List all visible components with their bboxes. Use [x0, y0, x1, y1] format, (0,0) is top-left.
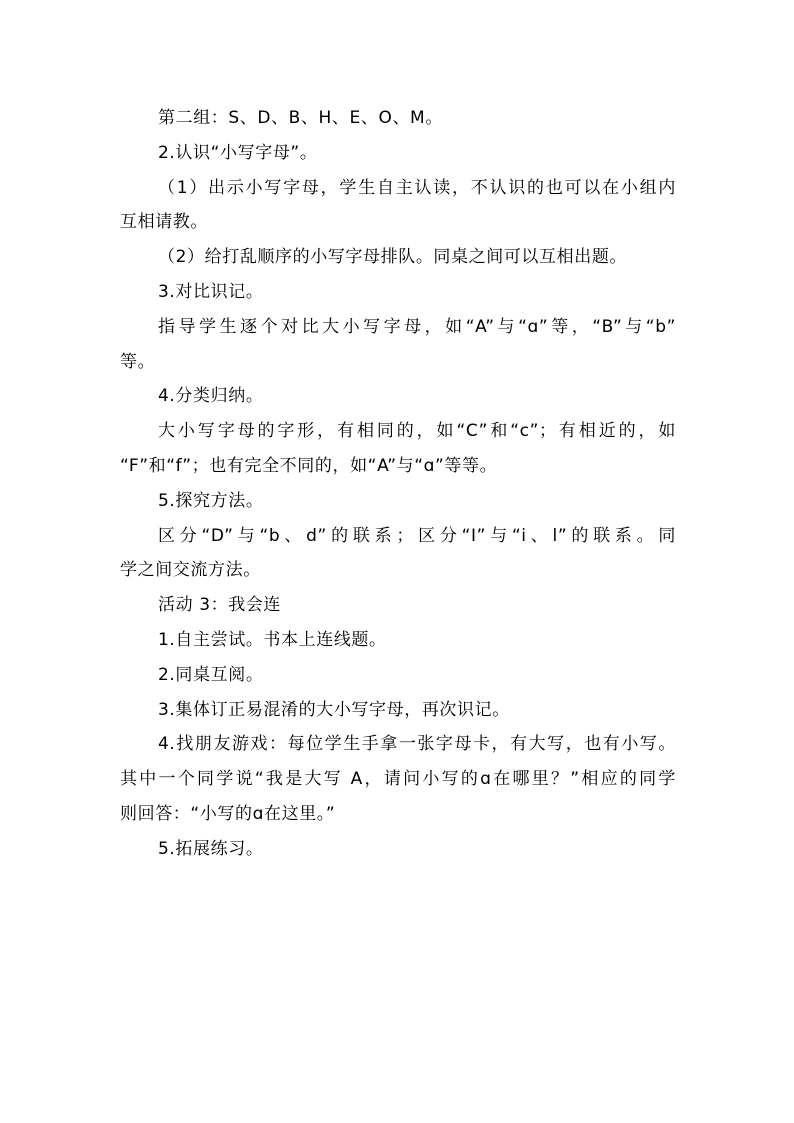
paragraph-group-correction — [120, 693, 676, 728]
paragraph-compare-guidance — [120, 310, 676, 380]
text-line: 5.探究方法。 — [158, 490, 264, 511]
text-line: （1）出示小写字母，学生自主认读，不认识的也可以在小组内 — [158, 177, 676, 198]
text-line: 5.拓展练习。 — [158, 838, 264, 859]
paragraph-explore-detail — [120, 519, 676, 589]
paragraph-activity-three — [120, 588, 676, 623]
text-line: 互相请教。 — [120, 212, 208, 233]
text-line: 学之间交流方法。 — [120, 560, 261, 581]
paragraph-order-lowercase — [120, 240, 676, 275]
document-body — [120, 101, 676, 867]
text-line: 2.认识“小写字母”。 — [158, 142, 318, 163]
paragraph-find-friend-game — [120, 727, 676, 831]
text-line: 3.集体订正易混淆的大小写字母，再次识记。 — [158, 699, 510, 720]
paragraph-show-lowercase — [120, 171, 676, 241]
text-line: 3.对比识记。 — [158, 281, 264, 302]
paragraph-peer-review — [120, 658, 676, 693]
paragraph-heading-classify — [120, 379, 676, 414]
text-line: 2.同桌互阅。 — [158, 664, 264, 685]
paragraph-classify-detail — [120, 414, 676, 484]
text-line: “F”和“f”；也有完全不同的，如“A”与“ɑ”等等。 — [120, 455, 498, 476]
paragraph-heading-explore — [120, 484, 676, 519]
text-line: 则回答：“小写的ɑ在这里。” — [120, 803, 336, 824]
text-line: 其中一个同学说“我是大写 A，请问小写的ɑ在哪里？”相应的同学 — [120, 769, 676, 790]
paragraph-extension — [120, 832, 676, 867]
text-line: 1.自主尝试。书本上连线题。 — [158, 629, 387, 650]
text-line: 大小写字母的字形，有相同的，如“C”和“c”；有相近的，如 — [158, 421, 676, 442]
text-line: 指导学生逐个对比大小写字母，如“A”与“ɑ”等，“B”与“b” — [158, 316, 676, 337]
paragraph-self-try — [120, 623, 676, 658]
paragraph-heading-compare — [120, 275, 676, 310]
paragraph-heading-lowercase — [120, 136, 676, 171]
text-line: 第二组：S、D、B、H、E、O、M。 — [158, 108, 443, 128]
text-line: （2）给打乱顺序的小写字母排队。同桌之间可以互相出题。 — [158, 247, 628, 268]
text-line: 等。 — [120, 351, 156, 372]
text-line: 4.找朋友游戏：每位学生手拿一张字母卡，有大写，也有小写。 — [158, 734, 676, 755]
paragraph-group-two — [120, 101, 676, 136]
text-line: 活动 3：我会连 — [158, 595, 282, 616]
text-line: 4.分类归纳。 — [158, 386, 264, 407]
text-line: 区分“D”与“b、d”的联系；区分“I”与“i、l”的联系。同 — [158, 525, 676, 546]
